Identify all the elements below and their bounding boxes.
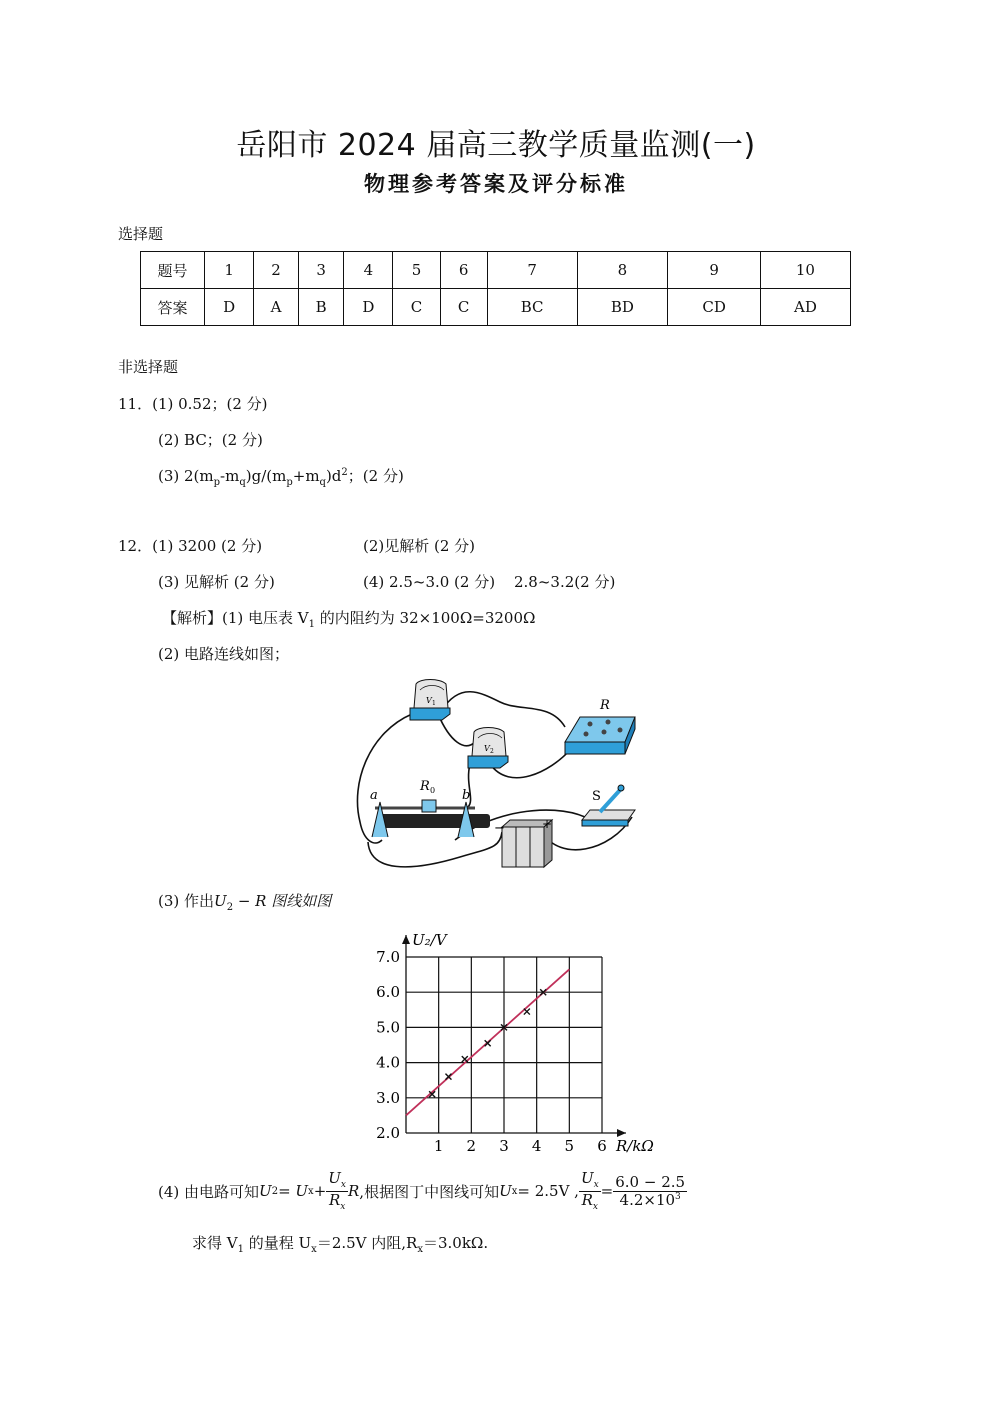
q12-graph-caption: (3) 作出$U_2 - R$ 图线如图 bbox=[158, 892, 332, 913]
y-tick-label: 4.0 bbox=[376, 1053, 400, 1072]
q11-line1: 11．(1) 0.52；(2 分) bbox=[118, 395, 268, 413]
table-row bbox=[141, 252, 851, 289]
battery bbox=[494, 817, 552, 867]
answer-cell: CD bbox=[668, 289, 761, 326]
x-axis-arrow bbox=[617, 1129, 626, 1137]
y-tick-label: 6.0 bbox=[376, 983, 400, 1002]
answer-cell: BC bbox=[487, 289, 577, 326]
svg-text:R: R bbox=[600, 698, 610, 713]
y-tick-label: 2.0 bbox=[376, 1124, 400, 1142]
question-number-cell: 1 bbox=[205, 252, 254, 289]
question-number-cell: 10 bbox=[760, 252, 850, 289]
table-row bbox=[141, 289, 851, 326]
y-tick-label: 5.0 bbox=[376, 1018, 400, 1037]
q12-analysis-line: 【解析】(1) 电压表 $V_1$ 的内阻约为 32×100Ω=3200Ω bbox=[162, 609, 536, 630]
question-number-cell: 4 bbox=[344, 252, 393, 289]
circuit-diagram bbox=[350, 672, 650, 877]
switch bbox=[582, 785, 635, 826]
page-title: 岳阳市 2024 届高三教学质量监测(一) bbox=[236, 128, 756, 163]
q12-circuit-caption: (2) 电路连线如图； bbox=[158, 645, 290, 663]
y-axis-arrow bbox=[402, 935, 410, 944]
x-tick-label: 6 bbox=[597, 1137, 607, 1155]
answer-cell: C bbox=[440, 289, 487, 326]
voltmeter-v2 bbox=[468, 728, 508, 769]
data-point bbox=[524, 1009, 530, 1015]
x-axis-label: R/kΩ bbox=[616, 1137, 654, 1155]
answer-cell: A bbox=[254, 289, 299, 326]
answer-cell: AD bbox=[760, 289, 850, 326]
x-tick-label: 1 bbox=[433, 1137, 444, 1155]
question-number-cell: 9 bbox=[668, 252, 761, 289]
q12-line2b: (4) 2.5~3.0 (2 分) bbox=[363, 573, 496, 591]
svg-text:V: V bbox=[484, 744, 490, 753]
nonchoice-heading: 非选择题 bbox=[118, 358, 179, 376]
choice-heading: 选择题 bbox=[118, 225, 164, 243]
question-number-cell: 5 bbox=[393, 252, 440, 289]
question-number-cell: 7 bbox=[487, 252, 577, 289]
data-point bbox=[462, 1056, 468, 1062]
q12-part4-line: (4) 由电路可知 U 2 = U x + $\frac{U_x}{R_x}$ R ,根据图丁中图线可知 U x = 2.5V , $\frac{U_x}{R_x}$ = $\frac{6.0 - 2.5}{4.2\times 10^3}$ bbox=[158, 1168, 686, 1212]
svg-text:R: R bbox=[420, 779, 430, 794]
question-number-cell: 6 bbox=[440, 252, 487, 289]
question-number-cell: 8 bbox=[577, 252, 668, 289]
y-tick-label: 7.0 bbox=[376, 948, 400, 966]
q11-line2: (2) BC；(2 分) bbox=[158, 431, 263, 449]
svg-text:−: − bbox=[494, 821, 505, 836]
voltmeter-v1 bbox=[410, 680, 450, 721]
x-tick-label: 4 bbox=[531, 1137, 542, 1155]
answer-cell: C bbox=[393, 289, 440, 326]
svg-text:1: 1 bbox=[432, 700, 436, 707]
q11-line3: (3) $2(m_p-m_q)g/(m_p+m_q)d^2$；(2 分) bbox=[158, 467, 404, 488]
svg-text:2: 2 bbox=[490, 748, 494, 755]
svg-text:+: + bbox=[542, 817, 553, 831]
q12-line1a: 12．(1) 3200 (2 分) bbox=[118, 537, 263, 555]
q12-line1b: (2)见解析 (2 分) bbox=[363, 537, 476, 555]
svg-text:S: S bbox=[592, 789, 601, 804]
q12-conclusion: 求得 $V_1$ 的量程 $U_x=2.5V$ 内阻$,R_x=3.0k\Omega$. bbox=[192, 1234, 489, 1255]
question-number-cell: 2 bbox=[254, 252, 299, 289]
answer-table bbox=[140, 251, 851, 326]
y-tick-label: 3.0 bbox=[376, 1088, 400, 1107]
question-number-cell: 3 bbox=[298, 252, 343, 289]
answer-cell: D bbox=[344, 289, 393, 326]
page-subtitle: 物理参考答案及评分标准 bbox=[364, 171, 628, 196]
answer-cell: BD bbox=[577, 289, 668, 326]
y-axis-label: U₂/V bbox=[412, 931, 447, 949]
svg-text:a: a bbox=[370, 788, 378, 803]
answer-cell: B bbox=[298, 289, 343, 326]
u2-r-chart bbox=[370, 922, 660, 1157]
svg-text:b: b bbox=[462, 788, 471, 803]
q12-line2a: (3) 见解析 (2 分) bbox=[158, 573, 275, 591]
row-label-question: 题号 bbox=[141, 252, 205, 289]
q12-line2c: 2.8~3.2(2 分) bbox=[514, 573, 616, 591]
rheostat bbox=[370, 779, 490, 837]
resistance-box bbox=[565, 698, 635, 754]
row-label-answer: 答案 bbox=[141, 289, 205, 326]
x-tick-label: 2 bbox=[466, 1137, 477, 1155]
svg-text:V: V bbox=[426, 696, 432, 705]
x-tick-label: 3 bbox=[499, 1137, 509, 1155]
answer-cell: D bbox=[205, 289, 254, 326]
svg-text:0: 0 bbox=[430, 786, 436, 795]
x-tick-label: 5 bbox=[564, 1137, 575, 1155]
